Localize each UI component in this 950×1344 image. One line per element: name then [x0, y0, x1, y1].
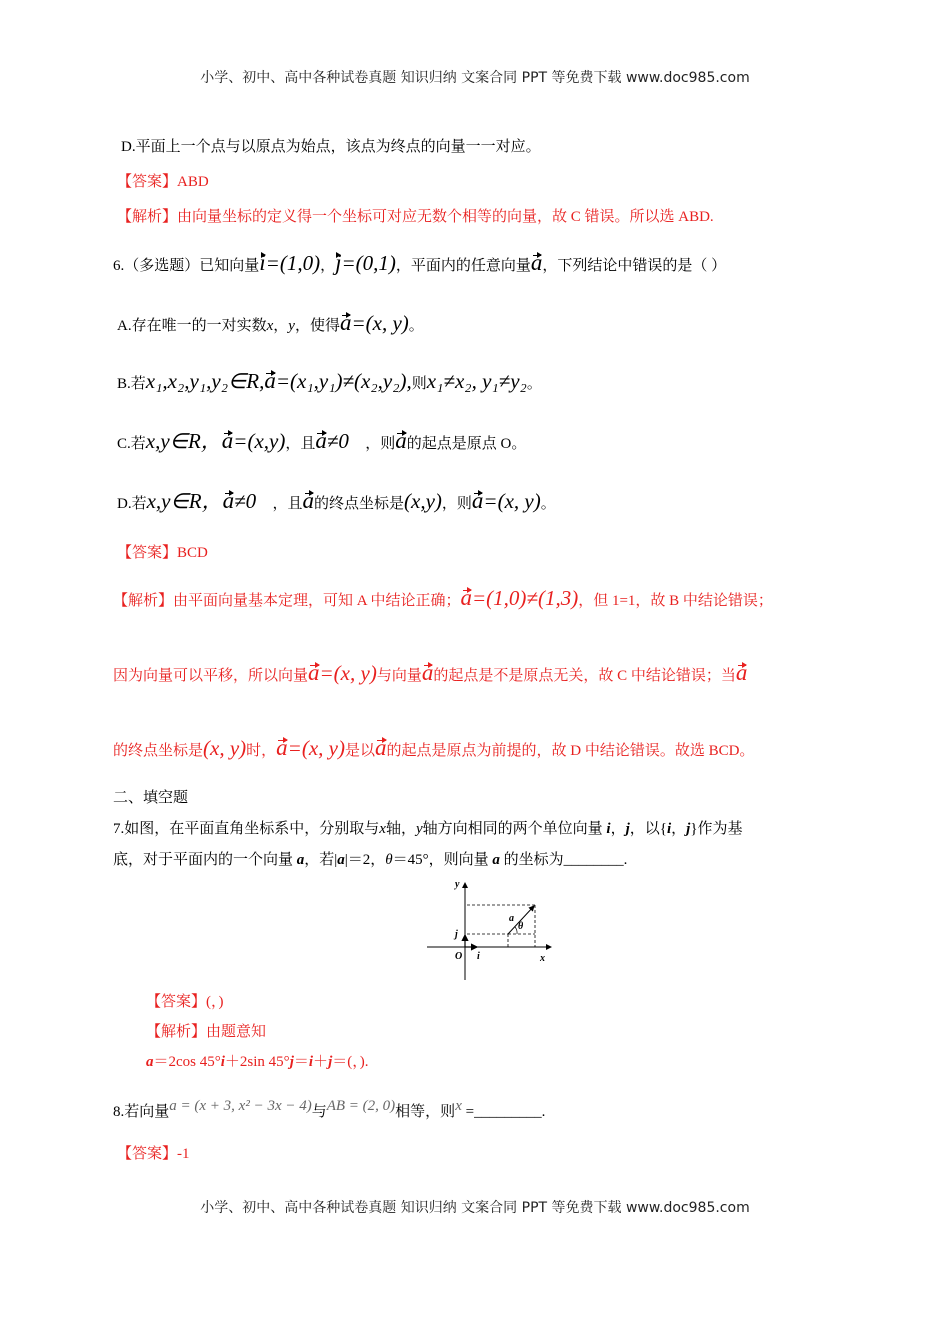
- vector-symbol: a: [735, 660, 748, 685]
- text-segment: ＋: [313, 1054, 329, 1070]
- text-segment: ，则: [441, 496, 472, 512]
- vector-symbol: a: [264, 368, 276, 393]
- text-segment: B.若: [117, 376, 146, 392]
- math-expression: ≠0⃗: [326, 429, 366, 453]
- y-axis-label: y: [455, 879, 460, 890]
- vector-symbol: a: [315, 428, 327, 453]
- q6-analysis-2: [113, 660, 748, 686]
- q7-answer: [146, 992, 224, 1012]
- bold-symbol: a: [146, 1054, 154, 1070]
- vector-symbol: a: [339, 310, 352, 335]
- text-segment: 。: [540, 496, 556, 512]
- math-expression: =(1,0)≠(1,3): [472, 586, 579, 610]
- math-expression: (x,y): [404, 489, 442, 513]
- text-segment: 8.若向量: [113, 1104, 170, 1120]
- q5-analysis: [117, 207, 714, 227]
- text-segment: 的起点是原点为前提的，故 D 中结论错误。故选 BCD。: [386, 743, 755, 759]
- text-segment: 【解析】由平面向量基本定理，可知 A 中结论正确；: [113, 593, 461, 609]
- text-segment: 的坐标为________.: [499, 852, 628, 868]
- page-footer: 小学、初中、高中各种试卷真题 知识归纳 文案合同 PPT 等免费下载 www.doc985.com: [200, 1200, 750, 1216]
- math-expression: =(x, y): [351, 311, 409, 335]
- vector-symbol: a: [395, 428, 407, 453]
- text-segment: D.若: [117, 496, 147, 512]
- bold-symbol: a: [492, 852, 500, 868]
- math-expression: =(x, y): [287, 736, 345, 760]
- bold-symbol: j: [289, 1054, 294, 1070]
- text-segment: ，但 1=1，故 B 中结论错误；: [578, 593, 773, 609]
- theta-label: θ: [518, 921, 524, 932]
- q8-stem: [113, 1096, 545, 1122]
- text-segment: 【答案】-1: [117, 1146, 190, 1162]
- text-segment: 二、填空题: [113, 790, 189, 806]
- text-segment: 相等，则: [395, 1104, 456, 1120]
- italic-variable: x: [379, 821, 386, 837]
- text-segment: ＝(，).: [332, 1054, 369, 1070]
- text-segment: =_________.: [461, 1104, 546, 1120]
- vector-symbol: j: [335, 250, 342, 275]
- text-segment: ，且: [272, 496, 303, 512]
- text-segment: ＝: [293, 1054, 309, 1070]
- vector-symbol: a: [530, 250, 543, 275]
- q7-stem-2: [113, 850, 627, 870]
- bold-symbol: j: [625, 821, 630, 837]
- text-segment: ＝2cos 45°: [153, 1054, 221, 1070]
- q7-stem-1: [113, 819, 743, 839]
- vector-symbol: a: [421, 660, 434, 685]
- bold-symbol: j: [686, 821, 691, 837]
- formula-image-text: AB = (2, 0): [326, 1098, 396, 1114]
- math-expression: x₁≠x₂, y₁≠y₂: [426, 369, 527, 393]
- q6-option-a: [117, 310, 424, 336]
- text-segment: }作为基: [690, 821, 743, 837]
- q6-answer: [117, 543, 208, 563]
- q6-analysis-3: [113, 735, 755, 761]
- q6-stem: [113, 250, 727, 276]
- bold-symbol: i: [666, 821, 672, 837]
- vector-symbol: i: [259, 250, 266, 275]
- math-expression: =(0,1): [341, 251, 396, 275]
- q7-formula: [146, 1052, 368, 1072]
- text-segment: ，: [671, 821, 687, 837]
- q6-option-c: [117, 428, 527, 454]
- bold-symbol: a: [337, 852, 345, 868]
- math-expression: ≠0⃗: [234, 489, 273, 513]
- text-segment: 的起点是原点 O。: [406, 436, 527, 452]
- math-expression: =(x, y): [483, 489, 541, 513]
- bold-symbol: i: [308, 1054, 314, 1070]
- text-segment: ＝45°，则向量: [392, 852, 493, 868]
- text-segment: 【答案】BCD: [117, 545, 208, 561]
- text-segment: 【解析】由向量坐标的定义得一个坐标可对应无数个相等的向量，故 C 错误。所以选 ABD.: [117, 209, 714, 225]
- math-expression: x,y∈R，: [146, 489, 223, 513]
- bold-symbol: i: [220, 1054, 225, 1070]
- origin-label: O: [455, 951, 463, 962]
- text-segment: 是以: [344, 743, 375, 759]
- text-segment: ，: [320, 258, 336, 274]
- q7-figure: [425, 875, 560, 985]
- text-segment: 7.如图，在平面直角坐标系中，分别取与: [113, 821, 380, 837]
- math-expression: =(x₁,y₁)≠(x₂,y₂),: [275, 369, 412, 393]
- q8-answer: [117, 1144, 190, 1164]
- q6-option-b: [117, 368, 542, 394]
- text-segment: 。: [408, 318, 424, 334]
- text-segment: ，: [273, 318, 289, 334]
- text-segment: 时，: [246, 743, 277, 759]
- formula-image-text: x: [455, 1098, 462, 1114]
- text-segment: 轴方向相同的两个单位向量: [422, 821, 607, 837]
- vector-symbol: a: [308, 660, 320, 685]
- text-segment: 因为向量可以平移，所以向量: [113, 668, 309, 684]
- q6-option-d: [117, 488, 556, 514]
- vector-symbol: a: [276, 735, 288, 760]
- math-expression: (x, y): [203, 736, 247, 760]
- text-segment: ，使得: [294, 318, 340, 334]
- math-expression: x₁,x₂,y₁,y₂∈R,: [145, 369, 265, 393]
- q6-analysis-1: [113, 585, 773, 611]
- text-segment: ，以{: [629, 821, 667, 837]
- italic-variable: x: [266, 318, 274, 334]
- vector-symbol: a: [221, 428, 234, 453]
- text-segment: D.平面上一个点与以原点为始点，该点为终点的向量一一对应。: [121, 139, 541, 155]
- vector-symbol: a: [471, 488, 484, 513]
- a-label: a: [509, 913, 514, 924]
- text-segment: 底，对于平面内的一个向量: [113, 852, 297, 868]
- text-segment: 与向量: [376, 668, 422, 684]
- text-segment: 【答案】ABD: [117, 174, 209, 190]
- text-segment: 6.（多选题）已知向量: [113, 258, 260, 274]
- bold-symbol: a: [296, 852, 305, 868]
- text-segment: 则: [411, 376, 427, 392]
- q5-option-d: [121, 137, 541, 157]
- text-segment: ，且: [285, 436, 316, 452]
- vector-symbol: a: [222, 488, 235, 513]
- section-heading: [113, 788, 188, 808]
- vector-symbol: a: [460, 585, 473, 610]
- italic-variable: y: [415, 821, 423, 837]
- j-label: j: [455, 929, 458, 940]
- text-segment: C.若: [117, 436, 146, 452]
- q5-answer: [117, 172, 209, 192]
- math-expression: =(x,y): [233, 429, 286, 453]
- text-segment: 与: [311, 1104, 327, 1120]
- i-label: i: [477, 951, 480, 962]
- text-segment: ，: [610, 821, 626, 837]
- bold-symbol: j: [328, 1054, 333, 1070]
- text-segment: ，若|: [304, 852, 338, 868]
- page-header: 小学、初中、高中各种试卷真题 知识归纳 文案合同 PPT 等免费下载 www.doc985.com: [200, 70, 750, 86]
- formula-image-text: a = (x + 3, x² − 3x − 4): [169, 1098, 312, 1114]
- q7-analysis: [146, 1022, 266, 1042]
- text-segment: ＋2sin 45°: [224, 1054, 290, 1070]
- text-segment: A.存在唯一的一对实数: [117, 318, 267, 334]
- text-segment: 。: [526, 376, 542, 392]
- text-segment: 的终点坐标是: [113, 743, 204, 759]
- x-axis-label: x: [540, 953, 545, 964]
- math-expression: =(1,0): [265, 251, 321, 275]
- math-expression: x,y∈R，: [145, 429, 222, 453]
- text-segment: ，下列结论中错误的是（ ）: [542, 258, 727, 274]
- vector-symbol: a: [302, 488, 314, 513]
- text-segment: 【答案】(，): [146, 994, 224, 1010]
- text-segment: ，平面内的任意向量: [395, 258, 531, 274]
- text-segment: ，则: [365, 436, 396, 452]
- vector-symbol: a: [375, 735, 387, 760]
- text-segment: 轴，: [385, 821, 416, 837]
- math-expression: =(x, y): [319, 661, 377, 685]
- text-segment: |＝2，: [344, 852, 386, 868]
- text-segment: 的终点坐标是: [314, 496, 405, 512]
- bold-symbol: i: [606, 821, 611, 837]
- italic-variable: θ: [385, 852, 393, 868]
- text-segment: 的起点是不是原点无关，故 C 中结论错误；当: [433, 668, 736, 684]
- italic-variable: y: [288, 318, 295, 334]
- text-segment: 【解析】由题意知: [146, 1024, 267, 1040]
